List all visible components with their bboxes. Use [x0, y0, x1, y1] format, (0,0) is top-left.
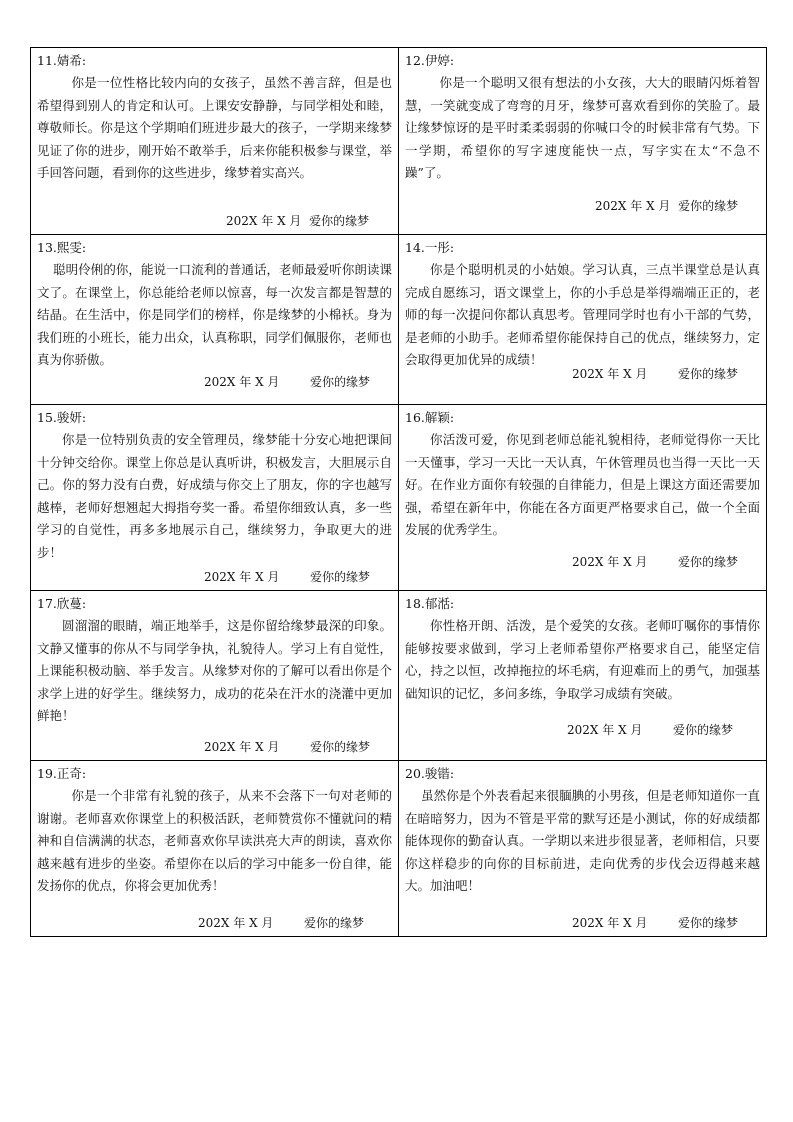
comment-card — [31, 761, 399, 937]
comment-text: 你性格开朗、活泼，是个爱笑的女孩。老师叮嘱你的事情你能够按要求做到，学习上老师希望你严格要求自己，能坚定信心，持之以恒，改掉拖拉的坏毛病，有迎难而上的勇气，加强基础知识的记忆，多问多练，争取学习成绩有突破。 — [405, 618, 760, 701]
signature: 202X 年 X 月 爱你的缘梦 — [226, 214, 370, 228]
signature: 202X 年 X 月 爱你的缘梦 — [567, 723, 733, 737]
comment-text: 你是一位性格比较内向的女孩子，虽然不善言辞，但是也希望得到别人的肯定和认可。上课安安静静，与同学相处和睦，尊敬师长。你是这个学期咱们班进步最大的孩子，一学期来缘梦见证了你的进步，刚开始不敢举手，后来你能积极参与课堂，举手回答问题，看到你的这些进步，缘梦着实高兴。 — [37, 75, 392, 180]
comment-text: 你活泼可爱，你见到老师总能礼貌相待，老师觉得你一天比一天懂事，学习一天比一天认真，午休管理员也当得一天比一天好。在作业方面你有较强的自律能力，但是上课这方面还需要加强，希望在新年中，你能在各方面更严格要求自己，做一个全面发展的优秀学生。 — [405, 432, 760, 537]
comment-card — [399, 48, 767, 235]
comment-text: 虽然你是个外表看起来很腼腆的小男孩，但是老师知道你一直在暗暗努力，因为不管是平常的默写还是小测试，你的好成绩都能体现你的勤奋认真。一学期以来进步很显著，老师相信，只要你这样稳步的向你的目标前进，走向优秀的步伐会迈得越来越大。加油吧！ — [405, 788, 760, 893]
student-name: 19.正奇: — [37, 766, 87, 781]
comment-card — [31, 235, 399, 405]
student-name: 13.熙雯: — [37, 240, 87, 255]
comment-text: 你是个聪明机灵的小姑娘。学习认真，三点半课堂总是认真完成自愿练习，语文课堂上，你的小手总是举得端端正正的，老师的每一次提问你都认真思考。管理同学时也有小干部的气势，是老师的小助手。老师希望你能保持自己的优点，继续努力，定会取得更加优异的成绩！ — [405, 262, 760, 367]
student-name: 11.婧希: — [37, 53, 87, 68]
comment-card — [31, 48, 399, 235]
comment-card — [31, 591, 399, 761]
comment-card — [399, 235, 767, 405]
signature: 202X 年 X 月 爱你的缘梦 — [204, 375, 370, 389]
comment-text: 圆溜溜的眼睛，端正地举手，这是你留给缘梦最深的印象。文静又懂事的你从不与同学争执，礼貌待人。学习上有自觉性，上课能积极动脑、举手发言。从缘梦对你的了解可以看出你是个求学上进的好学生。继续努力，成功的花朵在汗水的浇灌中更加鲜艳！ — [37, 618, 392, 723]
student-name: 18.郁湉: — [405, 596, 455, 611]
signature: 202X 年 X 月 爱你的缘梦 — [572, 367, 738, 381]
signature: 202X 年 X 月 爱你的缘梦 — [595, 199, 739, 213]
comment-text: 你是一位特别负责的安全管理员，缘梦能十分安心地把课间十分钟交给你。课堂上你总是认真听讲，积极发言，大胆展示自己。你的努力没有白费，好成绩与你交上了朋友，你的字也越写越棒，老师好想翘起大拇指夸奖一番。希望你细致认真，多一些学习的自觉性，再多多地展示自己，继续努力，争取更大的进步！ — [37, 432, 392, 560]
comment-table — [30, 47, 767, 937]
student-name: 16.解颖: — [405, 410, 455, 425]
comment-text: 你是一个非常有礼貌的孩子，从来不会落下一句对老师的谢谢。老师喜欢你课堂上的积极活跃，老师赞赏你不懂就问的精神和自信满满的状态，老师喜欢你早读洪亮大声的朗读，喜欢你越来越有进步的坐姿。希望你在以后的学习中能多一份自律，能发扬你的优点，你将会更加优秀！ — [37, 788, 392, 893]
student-name: 20.骏锴: — [405, 766, 455, 781]
student-name: 17.欣蔓: — [37, 596, 87, 611]
signature: 202X 年 X 月 爱你的缘梦 — [198, 916, 364, 930]
student-name: 14.一彤: — [405, 240, 455, 255]
signature: 202X 年 X 月 爱你的缘梦 — [204, 570, 370, 584]
student-name: 12.伊婷: — [405, 53, 455, 68]
signature: 202X 年 X 月 爱你的缘梦 — [204, 740, 370, 754]
comment-card — [399, 591, 767, 761]
comment-card — [399, 761, 767, 937]
comment-text: 聪明伶俐的你，能说一口流利的普通话，老师最爱听你朗读课文了。在课堂上，你总能给老师以惊喜，每一次发言都是智慧的结晶。在生活中，你是同学们的榜样，你是缘梦的小棉袄。身为我们班的小班长，能力出众，认真称职，同学们佩服你，老师也真为你骄傲。 — [37, 262, 392, 367]
signature: 202X 年 X 月 爱你的缘梦 — [572, 555, 738, 569]
comment-text: 你是一个聪明又很有想法的小女孩，大大的眼睛闪烁着智慧，一笑就变成了弯弯的月牙，缘梦可喜欢看到你的笑脸了。最让缘梦惊讶的是平时柔柔弱弱的你喊口令的时候非常有气势。下一学期，希望你的写字速度能快一点，写字实在太“不急不躁”了。 — [405, 75, 760, 180]
student-name: 15.骏妍: — [37, 410, 87, 425]
comment-card — [399, 405, 767, 591]
comment-card — [31, 405, 399, 591]
signature: 202X 年 X 月 爱你的缘梦 — [572, 916, 738, 930]
